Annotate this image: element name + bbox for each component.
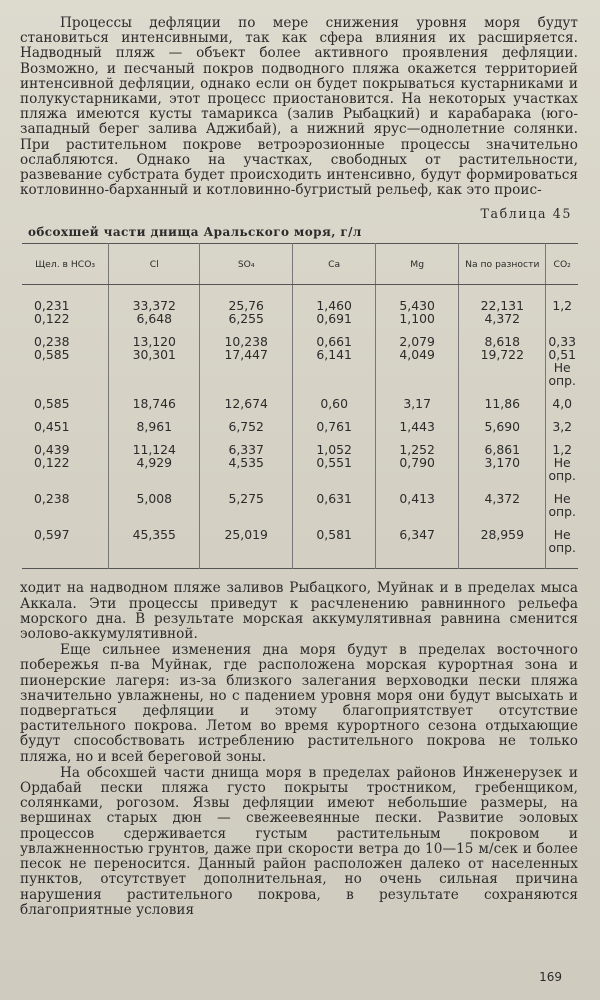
- paragraph-continued: ходит на надводном пляже заливов Рыбацкого, Муйнак и в пределах мыса Аккала. Эти процессы приведут к расчленению равнинного рельефа морского дна. В результате морская аккумулятивная равнина сменится эолово-аккумулятивной.: [20, 580, 578, 643]
- table-cell: 45,355: [109, 523, 200, 569]
- table-row: [22, 487, 578, 523]
- table-row: [22, 438, 578, 487]
- table-cell: 0,33 0,51 Не опр.: [546, 330, 578, 392]
- table-cell: 25,019: [200, 523, 293, 569]
- table-cell: 3,17: [376, 392, 459, 415]
- table-cell: 1,052 0,551: [293, 438, 376, 487]
- table-row: [22, 523, 578, 569]
- table-cell: 1,443: [376, 415, 459, 438]
- table-cell: 0,413: [376, 487, 459, 523]
- table-cell: 0,585: [34, 396, 70, 412]
- table-cell: 5,275: [200, 487, 293, 523]
- header-cl: Cl: [109, 244, 200, 285]
- table-cell: 1,2 Не опр.: [546, 438, 578, 487]
- header-ca: Ca: [293, 244, 376, 285]
- table-cell: 28,959: [459, 523, 546, 569]
- table-cell: 6,347: [376, 523, 459, 569]
- table-cell: 2,079 4,049: [376, 330, 459, 392]
- table-number: Таблица 45: [480, 206, 572, 222]
- table-cell: 0,597: [34, 527, 70, 543]
- table-cell: 0,238: [34, 491, 70, 507]
- table-cell: 0,60: [293, 392, 376, 415]
- table-cell: 22,131 4,372: [459, 285, 546, 331]
- header-so4: SO₄: [200, 244, 293, 285]
- table-cell: 11,124 4,929: [109, 438, 200, 487]
- table-caption: обсохшей части днища Аральского моря, г/л: [28, 225, 362, 240]
- table-cell: 0,761: [293, 415, 376, 438]
- table-cell: 6,861 3,170: [459, 438, 546, 487]
- paragraph-top: Процессы дефляции по мере снижения уровня моря будут становиться интенсивными, так как сфера влияния их расширяется. Надводный пляж — объект более активного проявления дефляции. Возможно, и песчаный покров подводного пляжа окажется территорией интенсивной дефляции, однако если он будет покрываться кустарниками и полукустарниками, этот процесс приостановится. На некоторых участках пляжа имеются кусты тамарикса (залив Рыбацкий) и карабарака (юго-западный берег залива Аджибай), а нижний ярус—однолетние солянки. При растительном покрове ветроэрозионные процессы значительно ослабляются. Однако на участках, свободных от растительности, развевание субстрата будет происходить интенсивно, будут формироваться котловинно-барханный и котловинно-бугристый рельеф, как это проис-: [20, 15, 578, 199]
- table-cell: 1,2: [546, 285, 578, 331]
- table-cell: 4,372: [459, 487, 546, 523]
- table-cell: 13,120 30,301: [109, 330, 200, 392]
- table-cell: 3,2: [546, 415, 578, 438]
- table-cell: 0,631: [293, 487, 376, 523]
- table-body: [22, 285, 578, 569]
- table-cell: 6,337 4,535: [200, 438, 293, 487]
- table-cell: 18,746: [109, 392, 200, 415]
- table-cell: 11,86: [459, 392, 546, 415]
- table-row: [22, 392, 578, 415]
- table-row: [22, 415, 578, 438]
- table-cell: Не опр.: [546, 523, 578, 569]
- table-cell: 25,76 6,255: [200, 285, 293, 331]
- table-cell: 0,238 0,585: [34, 334, 70, 363]
- table-cell: 33,372 6,648: [109, 285, 200, 331]
- paragraph-inzhenerouzek: На обсохшей части днища моря в пределах районов Инженерузек и Ордабай пески пляжа густо покрыты тростником, гребенщиком, солянками, рогозом. Язвы дефляции имеют небольшие размеры, на вершинах старых дюн — свежеевеянные пески. Развитие эоловых процессов сдерживается густым растительным покровом и увлажненностью грунтов, даже при скорости ветра до 10—15 м/сек и более песок не переносится. Данный район расположен далеко от населенных пунктов, отсутствует дополнительная, но очень сильная причина нарушения растительного покрова, в результате сохраняются благоприятные условия: [20, 764, 578, 918]
- table-cell: 1,252 0,790: [376, 438, 459, 487]
- table-cell: 4,0: [546, 392, 578, 415]
- table-cell: 6,752: [200, 415, 293, 438]
- table-row: [22, 285, 578, 331]
- table-cell: 0,451: [34, 419, 70, 435]
- table-cell: 0,231 0,122: [34, 298, 70, 327]
- paragraph-muynak: Еще сильнее изменения дна моря будут в пределах восточного побережья п-ва Муйнак, где расположена морская курортная зона и пионерские лагеря: из-за близкого залегания верховодки пески пляжа значительно увлажнены, но с падением уровня моря они будут высыхать и подвергаться дефляции и этому благоприятствует отсутствие растительного покрова. Летом во время курортного сезона отдыхающие будут способствовать истреблению растительного покрова не только пляжа, но и всей береговой зоны.: [20, 642, 578, 765]
- table-header-row: [22, 244, 578, 285]
- header-na: Na по разности: [459, 244, 546, 285]
- table-cell: 8,961: [109, 415, 200, 438]
- table-cell: 5,430 1,100: [376, 285, 459, 331]
- table-cell: 0,581: [293, 523, 376, 569]
- table-cell: 12,674: [200, 392, 293, 415]
- header-hco3: Щел. в HCO₃: [22, 244, 109, 285]
- table-cell: Не опр.: [546, 487, 578, 523]
- table-cell: 0,439 0,122: [34, 442, 70, 471]
- table-cell: 5,008: [109, 487, 200, 523]
- table-cell: 0,661 6,141: [293, 330, 376, 392]
- table-cell: 5,690: [459, 415, 546, 438]
- header-mg: Mg: [376, 244, 459, 285]
- table-cell: 8,618 19,722: [459, 330, 546, 392]
- table-row: [22, 330, 578, 392]
- table-cell: 10,238 17,447: [200, 330, 293, 392]
- table-cell: 1,460 0,691: [293, 285, 376, 331]
- chemistry-table: [22, 243, 578, 569]
- page-number: 169: [539, 970, 562, 984]
- header-co2: CO₂: [546, 244, 578, 285]
